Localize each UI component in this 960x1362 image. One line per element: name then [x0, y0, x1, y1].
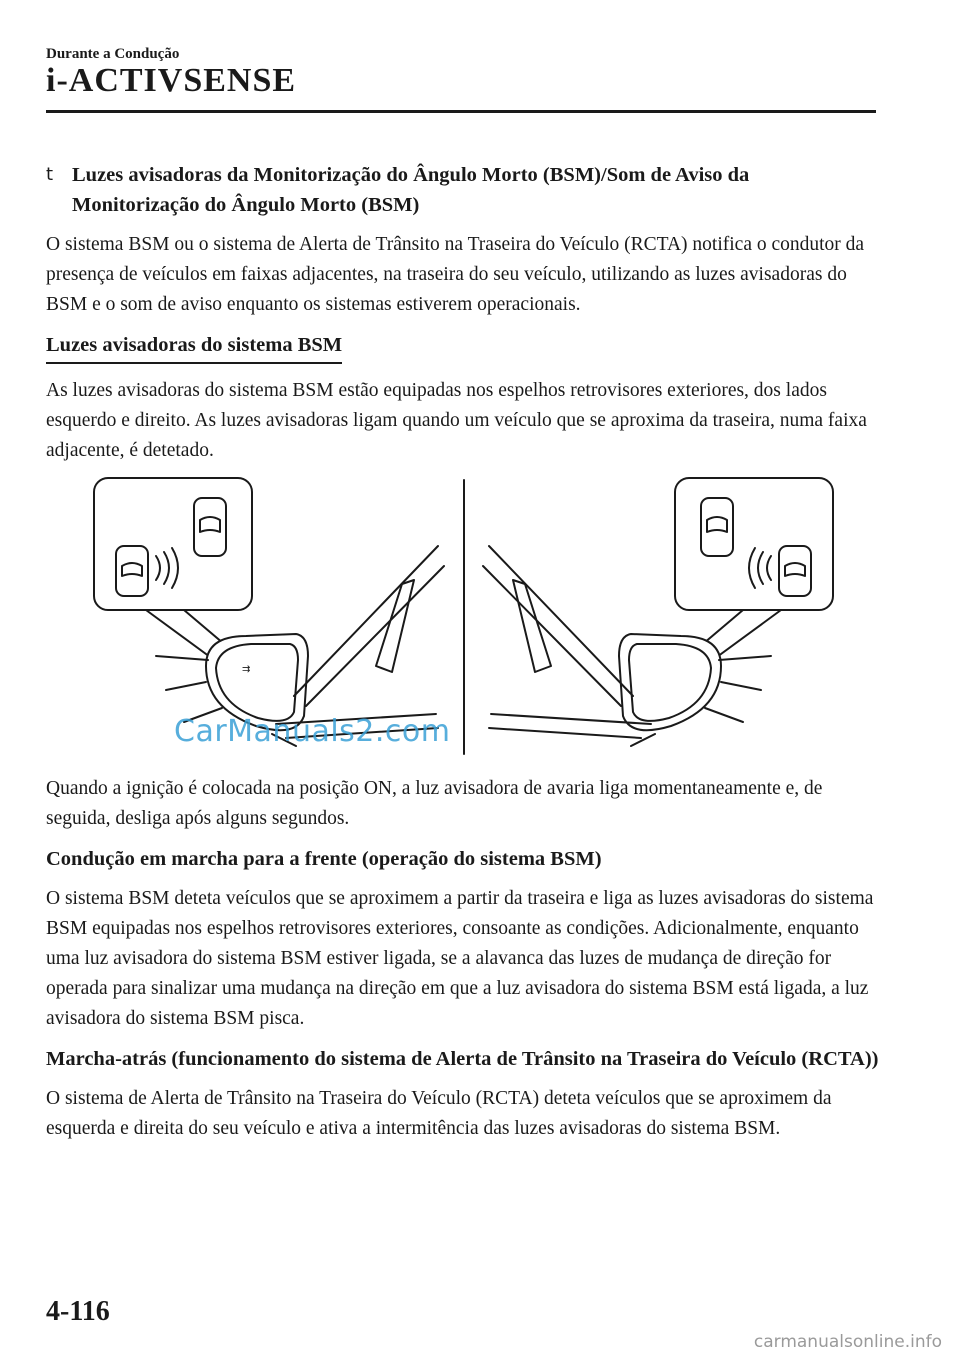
page-number: 4-116 — [46, 1296, 110, 1327]
forward-paragraph: O sistema BSM deteta veículos que se aproximem a partir da traseira e liga as luzes avisadoras do sistema BSM equipadas nos espelhos retrovisores exteriores, consoante as condições. Adicionalmente, enquanto uma luz avisadora do sistema BSM estiver ligada, se a alavanca das luzes de mudança de direção for operada para sinalizar uma mudança na direção em que a luz avisadora do sistema BSM está ligada, a luz avisadora do sistema BSM pisca. — [46, 888, 874, 1029]
site-watermark: carmanualsonline.info — [753, 1332, 942, 1352]
header-rule — [46, 110, 876, 113]
svg-text:⇉: ⇉ — [242, 664, 251, 675]
topic-heading-text: Luzes avisadoras da Monitorização do Ângulo Morto (BSM)/Som de Aviso da Monitorização do Ângulo Morto (BSM) — [72, 164, 750, 216]
reverse-heading: Marcha-atrás (funcionamento do sistema de Alerta de Trânsito na Traseira do Veículo (RCTA)) — [46, 1048, 879, 1070]
ignition-paragraph: Quando a ignição é colocada na posição ON, a luz avisadora de avaria liga momentaneamente e, de seguida, desliga após alguns segundos. — [46, 778, 823, 829]
reverse-paragraph: O sistema de Alerta de Trânsito na Traseira do Veículo (RCTA) deteta veículos que se aproximem da esquerda e direita do seu veículo e ativa a intermitência das luzes avisadoras do sistema BSM. — [46, 1088, 832, 1139]
section-title: i-ACTIVSENSE — [46, 62, 297, 99]
bsm-right-mirror-icon — [483, 478, 833, 746]
lights-subheading: Luzes avisadoras do sistema BSM — [46, 330, 342, 364]
lights-paragraph: As luzes avisadoras do sistema BSM estão equipadas nos espelhos retrovisores exteriores, dos lados esquerdo e direito. As luzes avisadoras ligam quando um veículo que se aproxima da traseira, numa faixa adjacente, é detetado. — [46, 380, 867, 461]
forward-heading: Condução em marcha para a frente (operação do sistema BSM) — [46, 848, 602, 870]
bullet-icon: t — [46, 164, 54, 185]
mirror-illustration — [46, 476, 881, 756]
page-content — [46, 160, 881, 1154]
topic-heading — [46, 160, 881, 220]
watermark-text: CarManuals2.com — [174, 714, 451, 749]
chapter-label: Durante a Condução — [46, 46, 180, 62]
bsm-left-mirror-icon — [94, 478, 444, 746]
intro-paragraph: O sistema BSM ou o sistema de Alerta de Trânsito na Traseira do Veículo (RCTA) notifica o condutor da presença de veículos em faixas adjacentes, na traseira do seu veículo, utilizando as luzes avisadoras do BSM e o som de aviso enquanto os sistemas estiverem operacionais. — [46, 234, 865, 315]
